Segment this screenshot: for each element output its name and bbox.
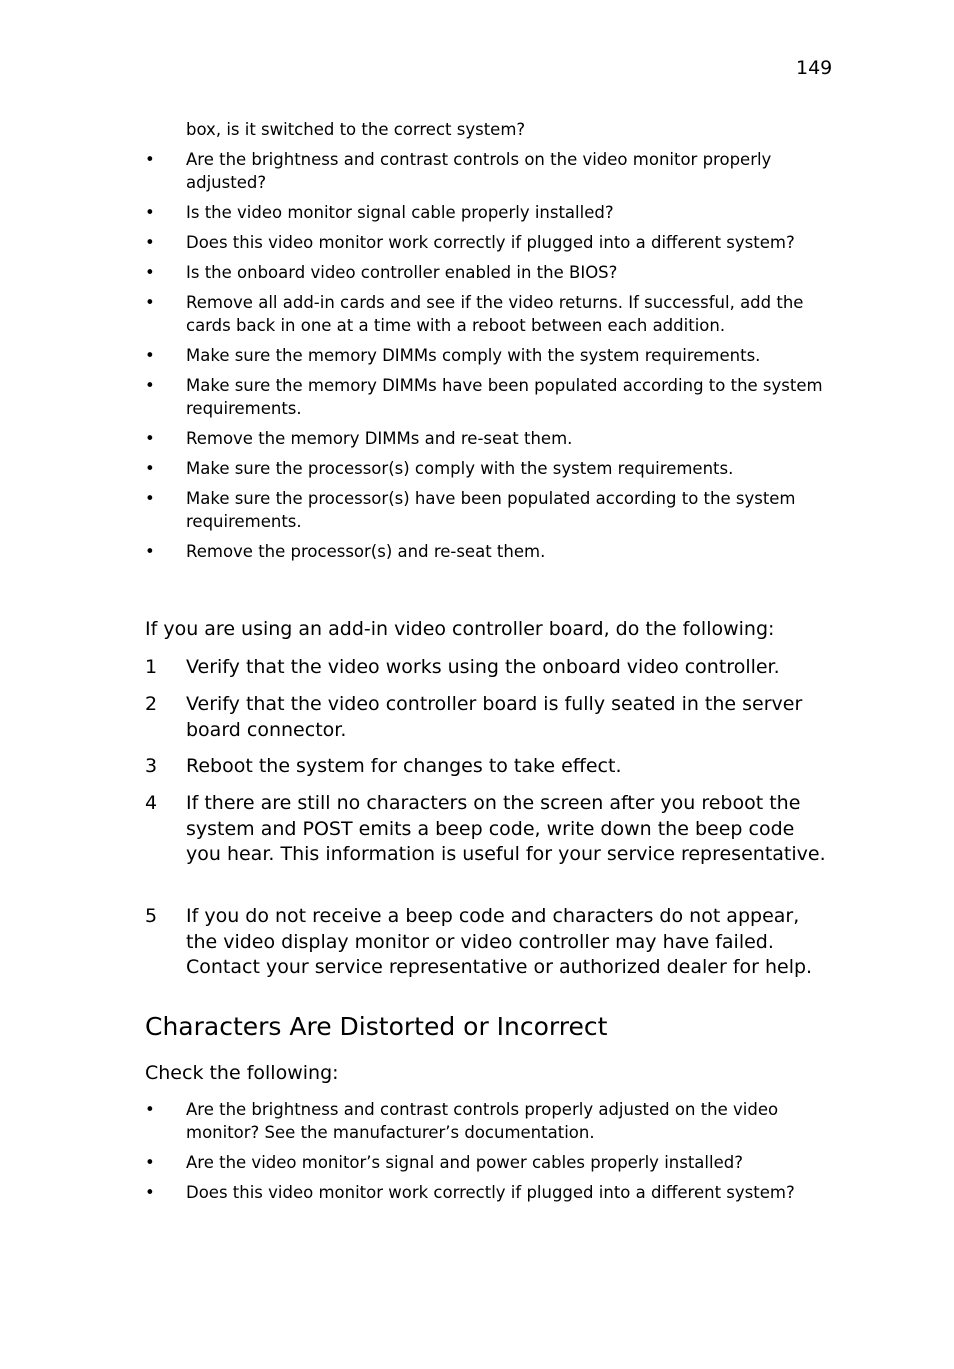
check-intro-text: Check the following: xyxy=(145,1062,339,1084)
bullet-marker: • xyxy=(145,376,155,395)
section-heading: Characters Are Distorted or Incorrect xyxy=(145,1012,608,1041)
continuation-text: box, is it switched to the correct system? xyxy=(186,120,526,139)
bullet-marker: • xyxy=(145,542,155,561)
bullet-marker: • xyxy=(145,489,155,508)
list-item-text: Make sure the processor(s) have been populated according to the system requirements. xyxy=(186,489,796,531)
list-item-text: Are the video monitor’s signal and power cables properly installed? xyxy=(186,1153,743,1172)
list-item-text: Does this video monitor work correctly if plugged into a different system? xyxy=(186,233,795,252)
step-number: 3 xyxy=(145,755,158,777)
step-text: If you do not receive a beep code and characters do not appear, the video display monitor or video controller may have failed. Contact your service representative or authorized dealer for help. xyxy=(186,905,813,978)
bullet-marker: • xyxy=(145,1153,155,1172)
list-item-text: Are the brightness and contrast controls properly adjusted on the video monitor? See the manufacturer’s documentation. xyxy=(186,1100,779,1142)
step-number: 2 xyxy=(145,693,158,715)
step-number: 5 xyxy=(145,905,158,927)
addin-intro-text: If you are using an add-in video controller board, do the following: xyxy=(145,618,775,640)
list-item-text: Make sure the memory DIMMs have been populated according to the system requirements. xyxy=(186,376,823,418)
bullet-marker: • xyxy=(145,150,155,169)
step-text: Verify that the video controller board is fully seated in the server board connector. xyxy=(186,693,803,741)
page-number: 149 xyxy=(796,57,833,79)
list-item-text: Does this video monitor work correctly if plugged into a different system? xyxy=(186,1183,795,1202)
step-number: 1 xyxy=(145,656,158,678)
list-item-text: Are the brightness and contrast controls on the video monitor properly adjusted? xyxy=(186,150,772,192)
list-item-text: Remove all add-in cards and see if the video returns. If successful, add the cards back in one at a time with a reboot between each addition. xyxy=(186,293,804,335)
bullet-marker: • xyxy=(145,429,155,448)
bullet-marker: • xyxy=(145,203,155,222)
list-item-text: Is the onboard video controller enabled in the BIOS? xyxy=(186,263,618,282)
step-number: 4 xyxy=(145,792,158,814)
bullet-marker: • xyxy=(145,263,155,282)
list-item-text: Remove the processor(s) and re-seat them. xyxy=(186,542,546,561)
list-item-text: Is the video monitor signal cable properly installed? xyxy=(186,203,614,222)
bullet-marker: • xyxy=(145,459,155,478)
step-text: Reboot the system for changes to take effect. xyxy=(186,755,622,777)
bullet-marker: • xyxy=(145,1100,155,1119)
list-item-text: Make sure the memory DIMMs comply with the system requirements. xyxy=(186,346,761,365)
list-item-text: Make sure the processor(s) comply with the system requirements. xyxy=(186,459,734,478)
step-text: Verify that the video works using the onboard video controller. xyxy=(186,656,780,678)
bullet-marker: • xyxy=(145,233,155,252)
list-item-text: Remove the memory DIMMs and re-seat them. xyxy=(186,429,573,448)
bullet-marker: • xyxy=(145,293,155,312)
bullet-marker: • xyxy=(145,346,155,365)
bullet-marker: • xyxy=(145,1183,155,1202)
step-text: If there are still no characters on the screen after you reboot the system and POST emits a beep code, write down the beep code you hear. This information is useful for your service representative. xyxy=(186,792,826,865)
